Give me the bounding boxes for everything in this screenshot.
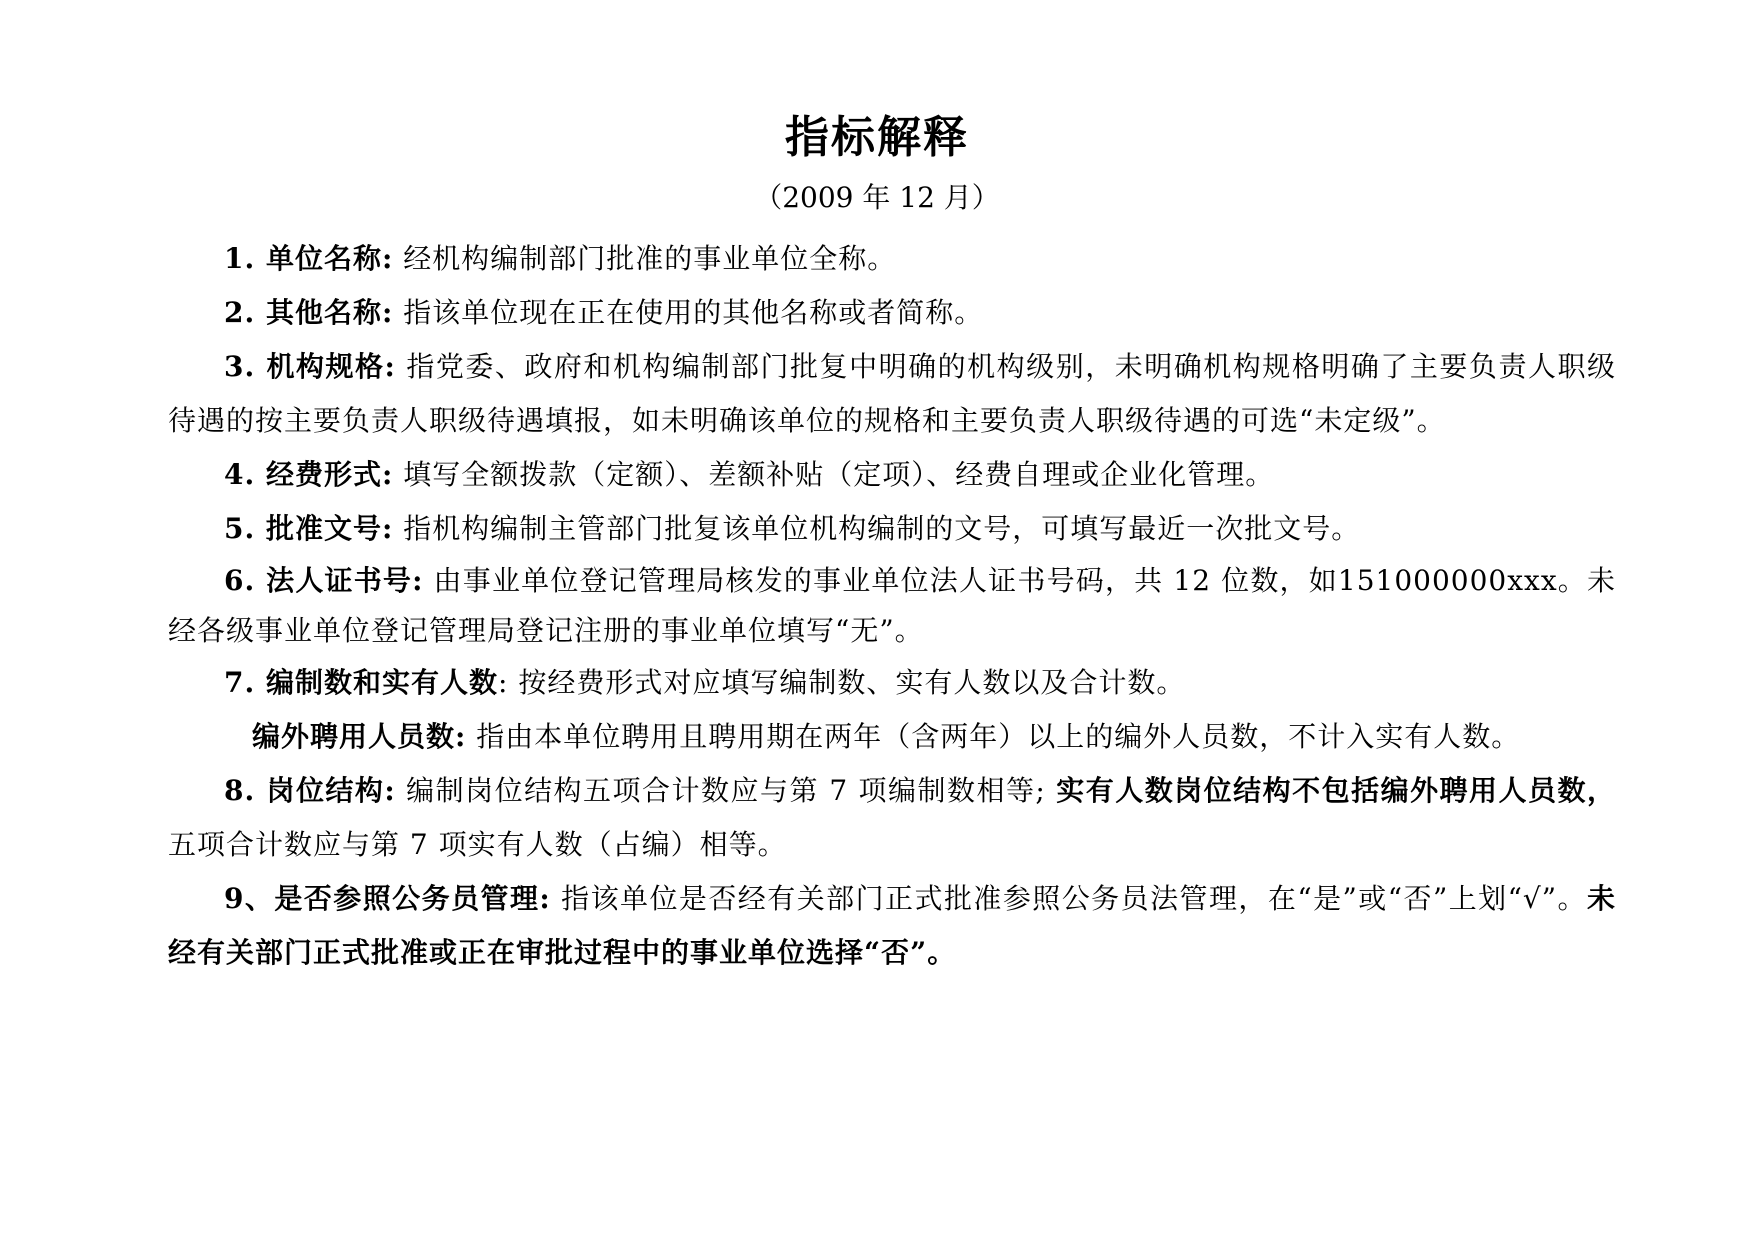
definition-text: 指该单位现在正在使用的其他名称或者简称。 (393, 296, 984, 329)
definition-text: 编制岗位结构五项合计数应与第 7 项编制数相等; (395, 774, 1057, 807)
page-title: 指标解释 (785, 112, 969, 163)
definition-item-other-name (168, 286, 1616, 340)
definition-text: 指机构编制主管部门批复该单位机构编制的文号，可填写最近一次批文号。 (393, 512, 1361, 545)
definition-text: 指党委、政府和机构编制部门批复中明确的机构级别，未明确机构规格明确了主要负责人职级待遇的按主要负责人职级待遇填报，如未明确该单位的规格和主要负责人职级待遇的可选“未定级”。 (168, 350, 1616, 437)
definition-text-tail: 五项合计数应与第 7 项实有人数（占编）相等。 (168, 828, 787, 861)
definitions-body (168, 232, 1616, 980)
definition-label: 6. 法人证书号: (224, 564, 424, 597)
definition-label: 2. 其他名称: (224, 296, 394, 329)
definition-item-post-structure (168, 764, 1616, 872)
definition-item-funding-form (168, 448, 1616, 502)
definition-label: 7. 编制数和实有人数 (224, 666, 498, 699)
definition-item-approval-number (168, 502, 1616, 556)
definition-text: 填写全额拨款（定额）、差额补贴（定项）、经费自理或企业化管理。 (393, 458, 1275, 491)
definition-label: 5. 批准文号: (224, 512, 394, 545)
definition-emphasis: 未经有关部门正式批准或正在审批过程中的事业单位选择“否”。 (168, 882, 1616, 969)
definition-item-legal-certificate (168, 556, 1616, 656)
definition-item-civil-servant-reference (168, 872, 1616, 980)
definition-text: 指由本单位聘用且聘用期在两年（含两年）以上的编外人员数，不计入实有人数。 (466, 720, 1521, 753)
definition-item-unit-name (168, 232, 1616, 286)
definition-label: 3. 机构规格: (224, 350, 396, 383)
definition-label: 9、是否参照公务员管理: (224, 882, 551, 915)
definition-item-contract-staff (168, 710, 1616, 764)
definition-text: : 按经费形式对应填写编制数、实有人数以及合计数。 (497, 666, 1186, 699)
definition-emphasis: 实有人数岗位结构不包括编外聘用人员数， (1056, 774, 1616, 807)
definition-text: 指该单位是否经有关部门正式批准参照公务员法管理，在“是”或“否”上划“√”。 (550, 882, 1587, 915)
definition-label: 4. 经费形式: (224, 458, 394, 491)
definition-text: 经机构编制部门批准的事业单位全称。 (393, 242, 897, 275)
definition-text: 由事业单位登记管理局核发的事业单位法人证书号码，共 12 位数，如151000000xxx。未经各级事业单位登记管理局登记注册的事业单位填写“无”。 (168, 564, 1616, 647)
definition-label: 8. 岗位结构: (224, 774, 396, 807)
document-date: （2009 年 12 月） (754, 181, 1000, 214)
definition-item-institution-level (168, 340, 1616, 448)
definition-label: 1. 单位名称: (224, 242, 394, 275)
definition-label: 编外聘用人员数: (252, 720, 467, 753)
definition-item-staffing (168, 656, 1616, 710)
